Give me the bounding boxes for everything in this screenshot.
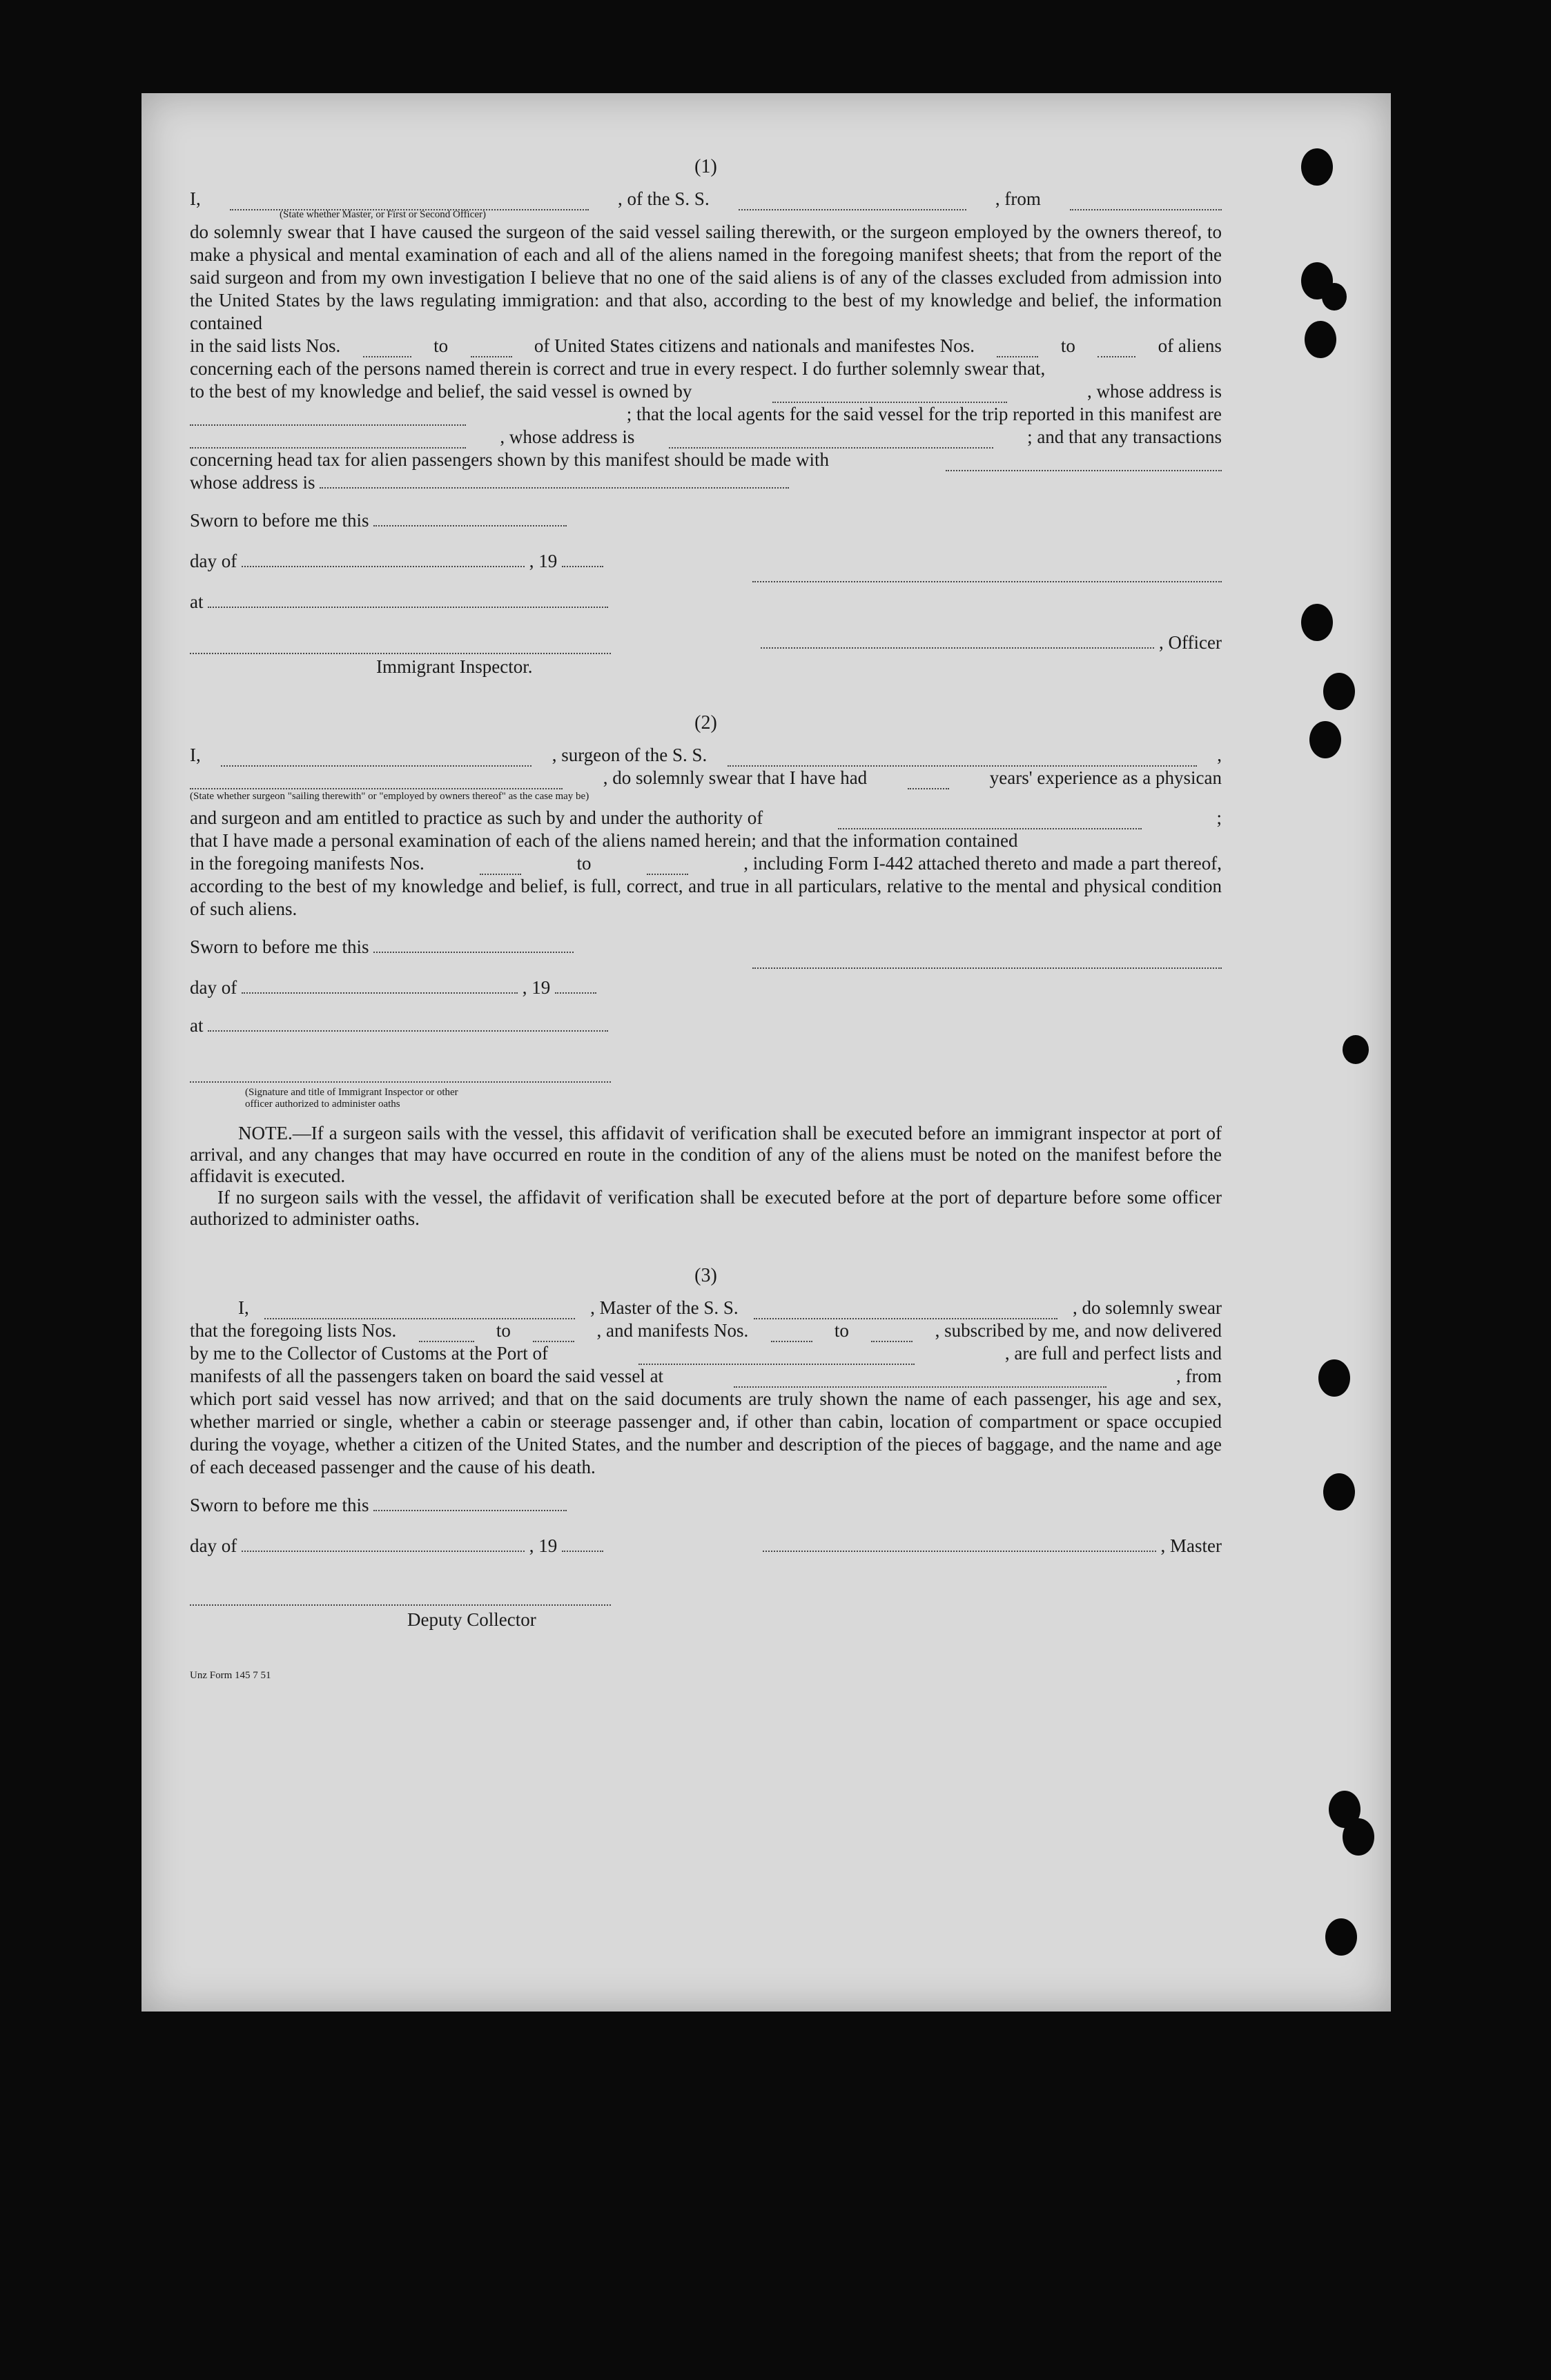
officer-field[interactable] — [761, 632, 1154, 649]
to-label: to — [576, 853, 592, 874]
at-line — [190, 1014, 1222, 1037]
form-label: , including Form I-442 attached thereto and made a part thereof, — [743, 853, 1222, 874]
authority-field[interactable] — [838, 813, 1142, 829]
section-2-number: (2) — [694, 712, 717, 734]
punch-hole — [1322, 283, 1347, 311]
taken-label: manifests of all the passengers taken on board the said vessel at — [190, 1366, 664, 1386]
label-i: I, — [190, 188, 201, 209]
owned-line — [190, 380, 1222, 403]
section-2-second-line — [190, 767, 1222, 789]
authority-label: and surgeon and am entitled to practice as such by and under the authority of — [190, 807, 763, 828]
master-ss-label: , Master of the S. S. — [590, 1297, 739, 1318]
signature-caption-2: officer authorized to administer oaths — [245, 1099, 400, 1110]
collector-signature-line[interactable] — [190, 1588, 611, 1606]
surgeon-signature-line[interactable] — [752, 951, 1222, 969]
section-1-body-2: concerning each of the persons named therein is correct and true in every respect. I do further solemnly swear that, — [190, 358, 1046, 379]
day-line — [190, 976, 1222, 999]
port-label: by me to the Collector of Customs at the Port of — [190, 1343, 548, 1364]
lists-from-field[interactable] — [363, 341, 411, 357]
day-line — [190, 550, 1222, 573]
label-from: , from — [995, 188, 1041, 209]
agents-address-line — [190, 426, 1222, 449]
sworn-field[interactable] — [373, 1495, 567, 1511]
punch-hole — [1343, 1035, 1369, 1064]
surgeon-vessel-field[interactable] — [728, 750, 1197, 767]
section-1-number: (1) — [694, 156, 717, 177]
day-field[interactable] — [242, 1535, 525, 1552]
label-i: I, — [190, 745, 201, 765]
headtax-label: concerning head tax for alien passengers shown by this manifest should be made with — [190, 449, 830, 470]
surgeon-caption: (State whether surgeon "sailing therewith" or "employed by owners thereof" as the case may be) — [190, 791, 589, 802]
owner-field[interactable] — [772, 386, 1007, 403]
sworn-field[interactable] — [373, 936, 574, 953]
manifests-to-field[interactable] — [647, 858, 688, 875]
year-field[interactable] — [555, 977, 596, 994]
sworn-label: Sworn to before me this — [190, 936, 369, 957]
agents-address-field[interactable] — [669, 432, 993, 449]
sworn-field[interactable] — [373, 510, 567, 527]
signature-caption-1: (Signature and title of Immigrant Inspector or other — [245, 1087, 458, 1098]
inspector-signature-line[interactable] — [190, 1065, 611, 1083]
section-2-body: that I have made a personal examination of each of the aliens named herein; and that the information contained — [190, 830, 1018, 851]
headtax-line — [190, 449, 1222, 471]
master-signature-field[interactable] — [763, 1535, 1156, 1552]
punch-hole — [1343, 1818, 1374, 1856]
master-vessel-field[interactable] — [754, 1303, 1057, 1319]
owner-address-field[interactable] — [190, 409, 466, 426]
transactions-label: ; and that any transactions — [1027, 426, 1222, 447]
punch-hole — [1318, 1359, 1350, 1397]
port-line — [190, 1342, 1222, 1365]
officer-caption: (State whether Master, or First or Second Officer) — [280, 209, 487, 220]
master-name-field[interactable] — [264, 1303, 575, 1319]
year-field[interactable] — [562, 1535, 603, 1552]
punch-hole — [1301, 148, 1333, 186]
manifests-from-field[interactable] — [771, 1326, 812, 1342]
manifests-label: of United States citizens and nationals and manifestes Nos. — [534, 335, 975, 356]
to-label: to — [834, 1320, 849, 1341]
taken-field[interactable] — [734, 1371, 1106, 1388]
section-3-body: which port said vessel has now arrived; and that on the said documents are truly shown the name of each passenger, his age and sex, whether married or single, whether a cabin or steerage passenger and, if other than cabin, location of compartment or space occupied during the voyage, whether a citizen of the United States, and the number and description of the pieces of baggage, and the name and age of each deceased passenger and the cause of his death. — [190, 1388, 1222, 1477]
section-1-first-line — [190, 188, 1222, 210]
year-label: , 19 — [522, 977, 551, 998]
address-label: , whose address is — [1087, 381, 1222, 402]
headtax-address-field[interactable] — [320, 472, 789, 489]
at-line — [190, 591, 1222, 613]
lists-label: that the foregoing lists Nos. — [190, 1320, 397, 1341]
sworn-label: Sworn to before me this — [190, 1495, 369, 1515]
sworn-label: Sworn to before me this — [190, 510, 369, 531]
agents-field[interactable] — [190, 432, 466, 449]
from-field[interactable] — [1070, 194, 1222, 210]
year-label: , 19 — [529, 1535, 558, 1556]
surgeon-name-field[interactable] — [221, 750, 531, 767]
master-label: , Master — [1160, 1535, 1222, 1556]
sworn-line — [190, 509, 1222, 532]
punch-hole — [1305, 321, 1336, 358]
at-label: at — [190, 1015, 204, 1036]
punch-hole — [1323, 673, 1355, 710]
agents-label: ; that the local agents for the said vessel for the trip reported in this manifest are — [626, 404, 1222, 424]
day-field[interactable] — [242, 551, 525, 567]
lists-from-field[interactable] — [419, 1326, 474, 1342]
years-field[interactable] — [908, 773, 949, 789]
lists-line — [190, 1319, 1222, 1342]
at-label: at — [190, 591, 204, 612]
headtax-field[interactable] — [946, 455, 1222, 471]
manifests-label: in the foregoing manifests Nos. — [190, 853, 425, 874]
name-field[interactable] — [230, 194, 589, 210]
semicolon: ; — [1216, 807, 1222, 828]
section-2-first-line — [190, 744, 1222, 767]
punch-hole — [1323, 1473, 1355, 1511]
officer-label: , Officer — [1159, 632, 1222, 653]
dayof-label: day of — [190, 551, 237, 571]
dayof-label: day of — [190, 977, 237, 998]
address-label: , whose address is — [500, 426, 635, 447]
sworn-line — [190, 1494, 1222, 1517]
note-paragraph-2: If no surgeon sails with the vessel, the affidavit of verification shall be executed before at the port of departure before some officer authorized to administer oaths. — [190, 1187, 1222, 1229]
at-field[interactable] — [208, 591, 608, 608]
collector-label: Deputy Collector — [407, 1609, 536, 1630]
inspector-label: Immigrant Inspector. — [376, 656, 533, 677]
years-label: , do solemnly swear that I have had — [603, 767, 868, 788]
port-field[interactable] — [638, 1348, 915, 1365]
to-label: to — [433, 335, 449, 356]
officer-signature-line[interactable] — [752, 564, 1222, 582]
surgeon-status-field[interactable] — [190, 773, 563, 789]
aliens-label: of aliens — [1158, 335, 1222, 356]
punch-hole — [1325, 1918, 1357, 1956]
surgeon-ss-label: , surgeon of the S. S. — [552, 745, 708, 765]
manifests-to-field[interactable] — [1098, 341, 1135, 357]
swear-label: , do solemnly swear — [1072, 1297, 1222, 1318]
manifests-to-field[interactable] — [871, 1326, 913, 1342]
comma: , — [1217, 745, 1222, 765]
section-3-number: (3) — [694, 1265, 717, 1286]
manifests-label: , and manifests Nos. — [596, 1320, 749, 1341]
punch-hole — [1301, 604, 1333, 641]
agents-line — [190, 403, 1222, 426]
subscribed-label: , subscribed by me, and now delivered — [935, 1320, 1222, 1341]
day-field[interactable] — [242, 977, 518, 994]
vessel-field[interactable] — [739, 194, 966, 210]
to-label: to — [496, 1320, 511, 1341]
owned-label: to the best of my knowledge and belief, the said vessel is owned by — [190, 381, 692, 402]
dayof-label: day of — [190, 1535, 237, 1556]
manifests-from-field[interactable] — [997, 341, 1038, 357]
authority-line — [190, 807, 1222, 829]
section-3-first-line — [190, 1297, 1222, 1319]
year-label: , 19 — [529, 551, 558, 571]
from-label: , from — [1176, 1366, 1222, 1386]
perfect-label: , are full and perfect lists and — [1004, 1343, 1222, 1364]
lists-line — [190, 335, 1222, 357]
form-text — [190, 155, 1222, 1687]
manifests-from-field[interactable] — [480, 858, 521, 875]
officer-line — [190, 631, 1222, 654]
whose-address-line — [190, 471, 1222, 494]
manifests-line — [190, 852, 1222, 875]
punch-hole — [1309, 721, 1341, 758]
form-id: Unz Form 145 7 51 — [190, 1670, 271, 1681]
experience-label: years' experience as a physican — [989, 767, 1222, 788]
label-ss: , of the S. S. — [617, 188, 710, 209]
address-label: whose address is — [190, 472, 315, 493]
at-field[interactable] — [208, 1015, 608, 1032]
taken-line — [190, 1365, 1222, 1388]
lists-label: in the said lists Nos. — [190, 335, 341, 356]
section-1-body: do solemnly swear that I have caused the surgeon of the said vessel sailing therewith, or the surgeon employed by the owners thereof, to make a physical and mental examination of each and all of the aliens named in the foregoing manifest sheets; that from the report of the said surgeon and from my own investigation I believe that no one of the said aliens is of any of the classes excluded from admission into the United States by the laws regulating immigration: and that also, according to the best of my knowledge and belief, the information contained — [190, 222, 1222, 333]
year-field[interactable] — [562, 551, 603, 567]
to-label: to — [1060, 335, 1075, 356]
label-i: I, — [238, 1297, 249, 1318]
note-paragraph-1: NOTE.—If a surgeon sails with the vessel, this affidavit of verification shall be executed before an immigrant inspector at port of arrival, and any changes that may have occurred en route in the condition of any of the aliens must be noted on the manifest before the affidavit is executed. — [190, 1123, 1222, 1186]
inspector-signature-line[interactable] — [190, 636, 611, 654]
lists-to-field[interactable] — [471, 341, 512, 357]
section-2-body-2: according to the best of my knowledge and belief, is full, correct, and true in all particulars, relative to the mental and physical condition of such aliens. — [190, 876, 1222, 919]
lists-to-field[interactable] — [533, 1326, 574, 1342]
day-line — [190, 1535, 1222, 1557]
